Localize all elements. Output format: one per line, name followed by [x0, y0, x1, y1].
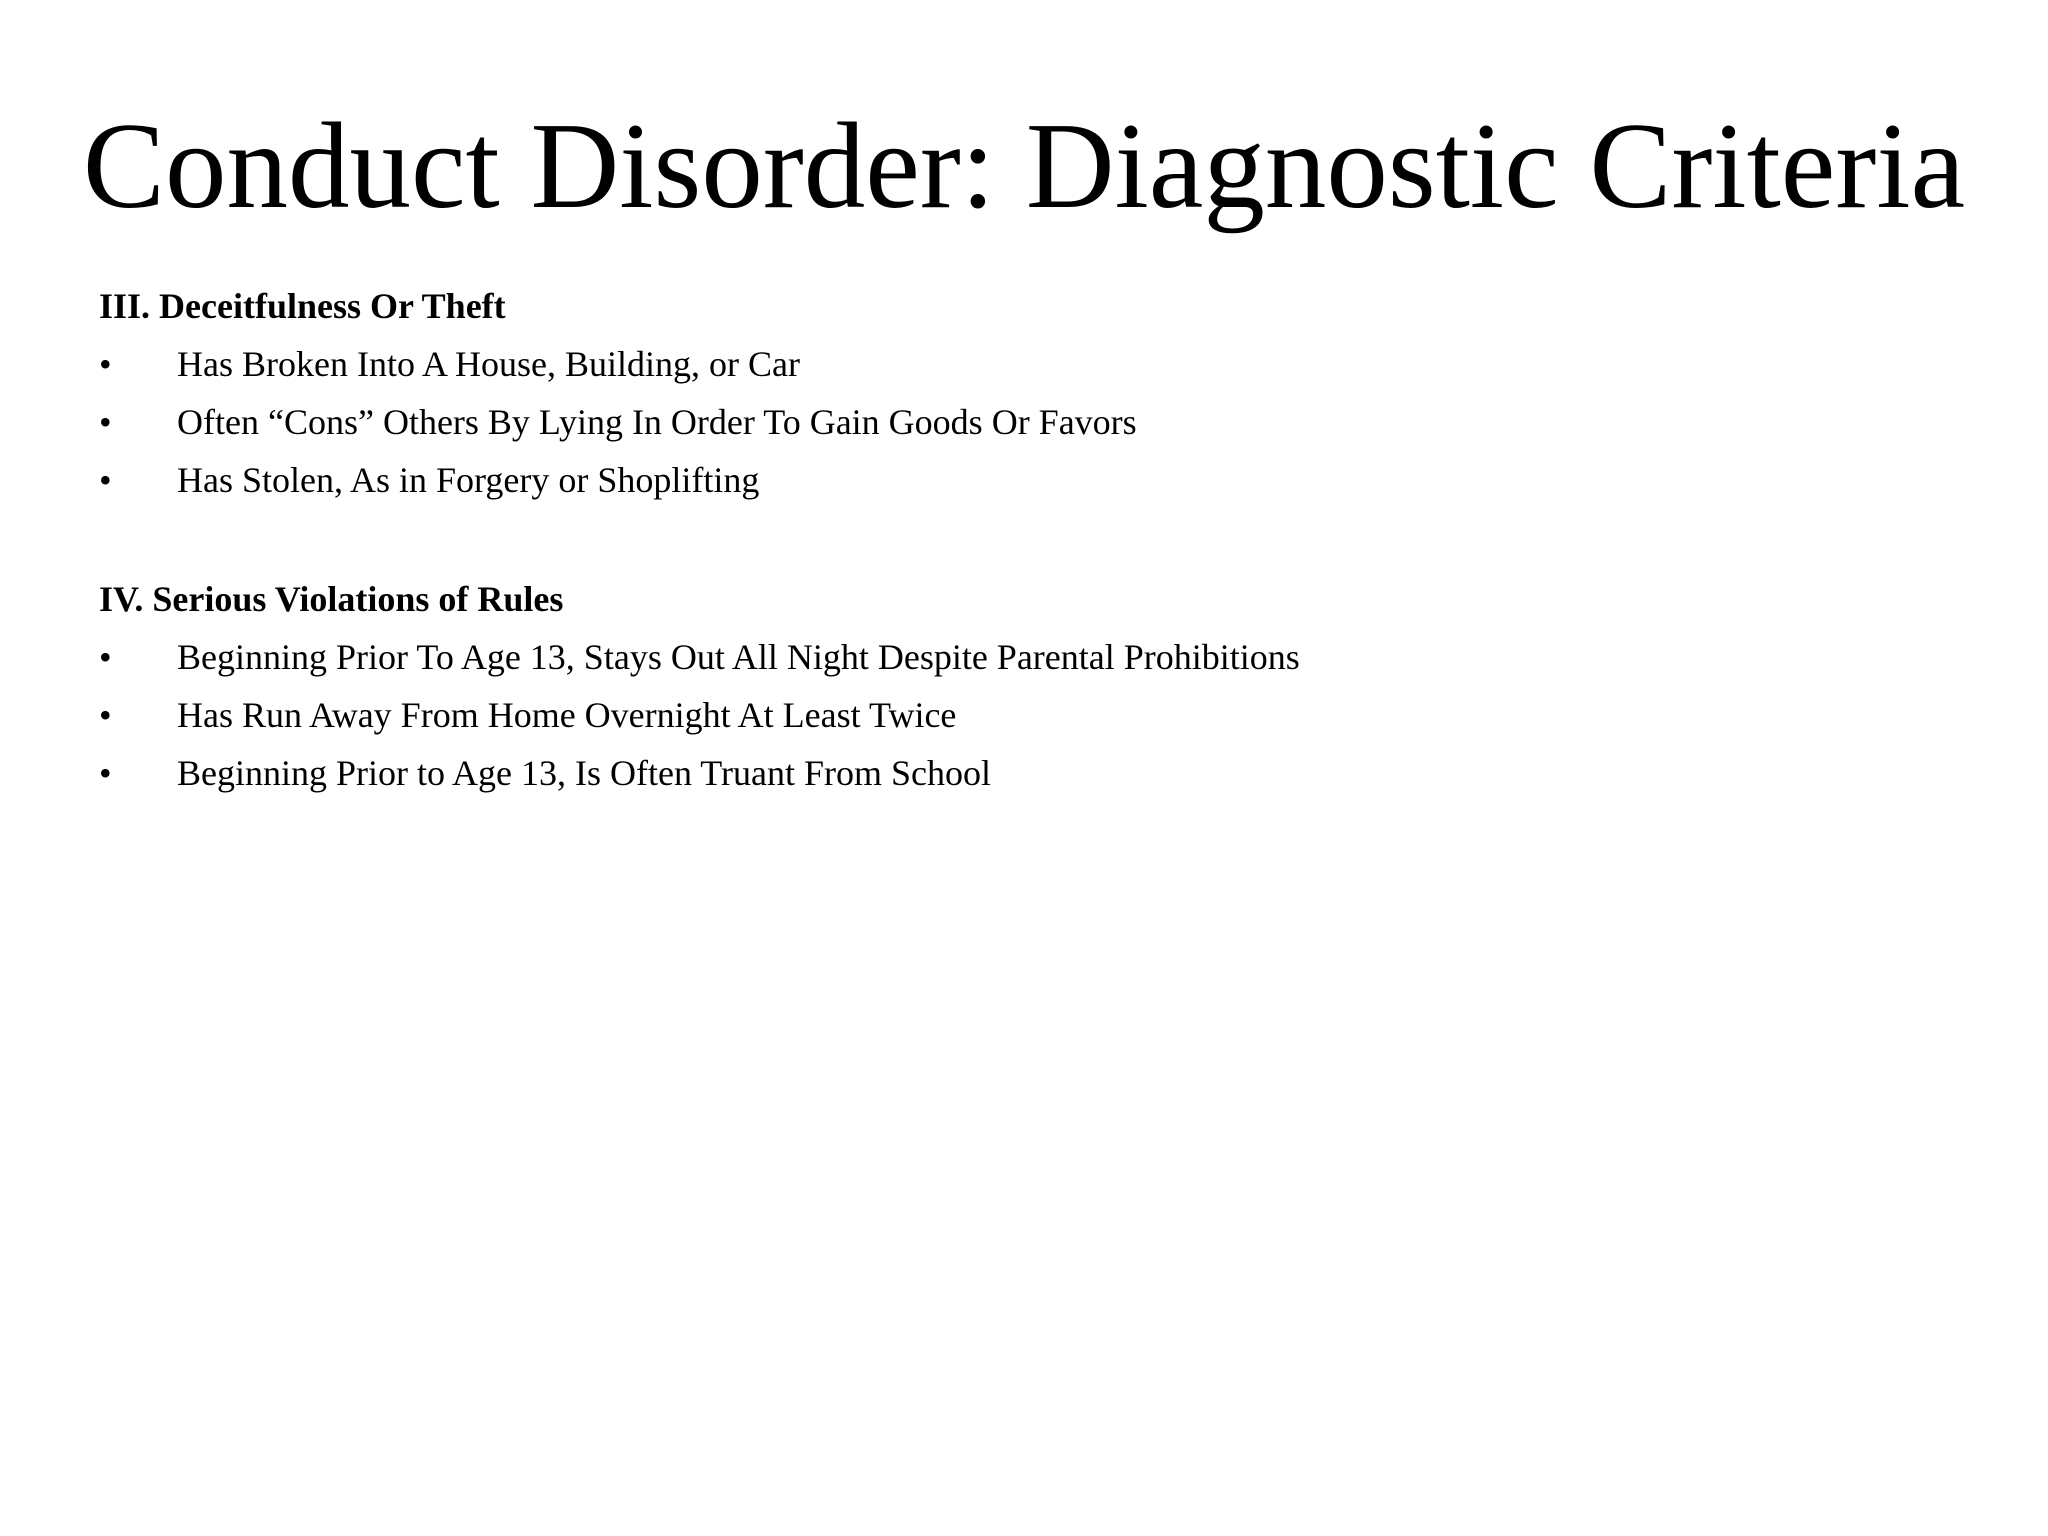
- list-item-text: Beginning Prior To Age 13, Stays Out All Night Despite Parental Prohibitions: [177, 637, 1300, 677]
- bullet-icon: •: [99, 695, 112, 735]
- section-heading: IV. Serious Violations of Rules: [99, 579, 564, 619]
- list-item: [99, 401, 1949, 443]
- list-item-text: Often “Cons” Others By Lying In Order To Gain Goods Or Favors: [177, 402, 1137, 442]
- list-item: [99, 636, 1949, 678]
- list-item: [99, 459, 1949, 501]
- section-serious-violations-of-rules: [99, 578, 1949, 810]
- bullet-list: [99, 636, 1949, 794]
- bullet-icon: •: [99, 344, 112, 384]
- section-heading: III. Deceitfulness Or Theft: [99, 286, 506, 326]
- bullet-list: [99, 343, 1949, 501]
- list-item: [99, 343, 1949, 385]
- list-item-text: Has Broken Into A House, Building, or Car: [177, 344, 800, 384]
- bullet-icon: •: [99, 402, 112, 442]
- bullet-icon: •: [99, 753, 112, 793]
- list-item-text: Has Stolen, As in Forgery or Shoplifting: [177, 460, 760, 500]
- slide-title: Conduct Disorder: Diagnostic Criteria: [82, 97, 1966, 234]
- bullet-icon: •: [99, 637, 112, 677]
- list-item-text: Has Run Away From Home Overnight At Least Twice: [177, 695, 957, 735]
- list-item: [99, 694, 1949, 736]
- list-item: [99, 752, 1949, 794]
- section-deceitfulness-or-theft: [99, 285, 1949, 517]
- bullet-icon: •: [99, 460, 112, 500]
- list-item-text: Beginning Prior to Age 13, Is Often Truant From School: [177, 753, 992, 793]
